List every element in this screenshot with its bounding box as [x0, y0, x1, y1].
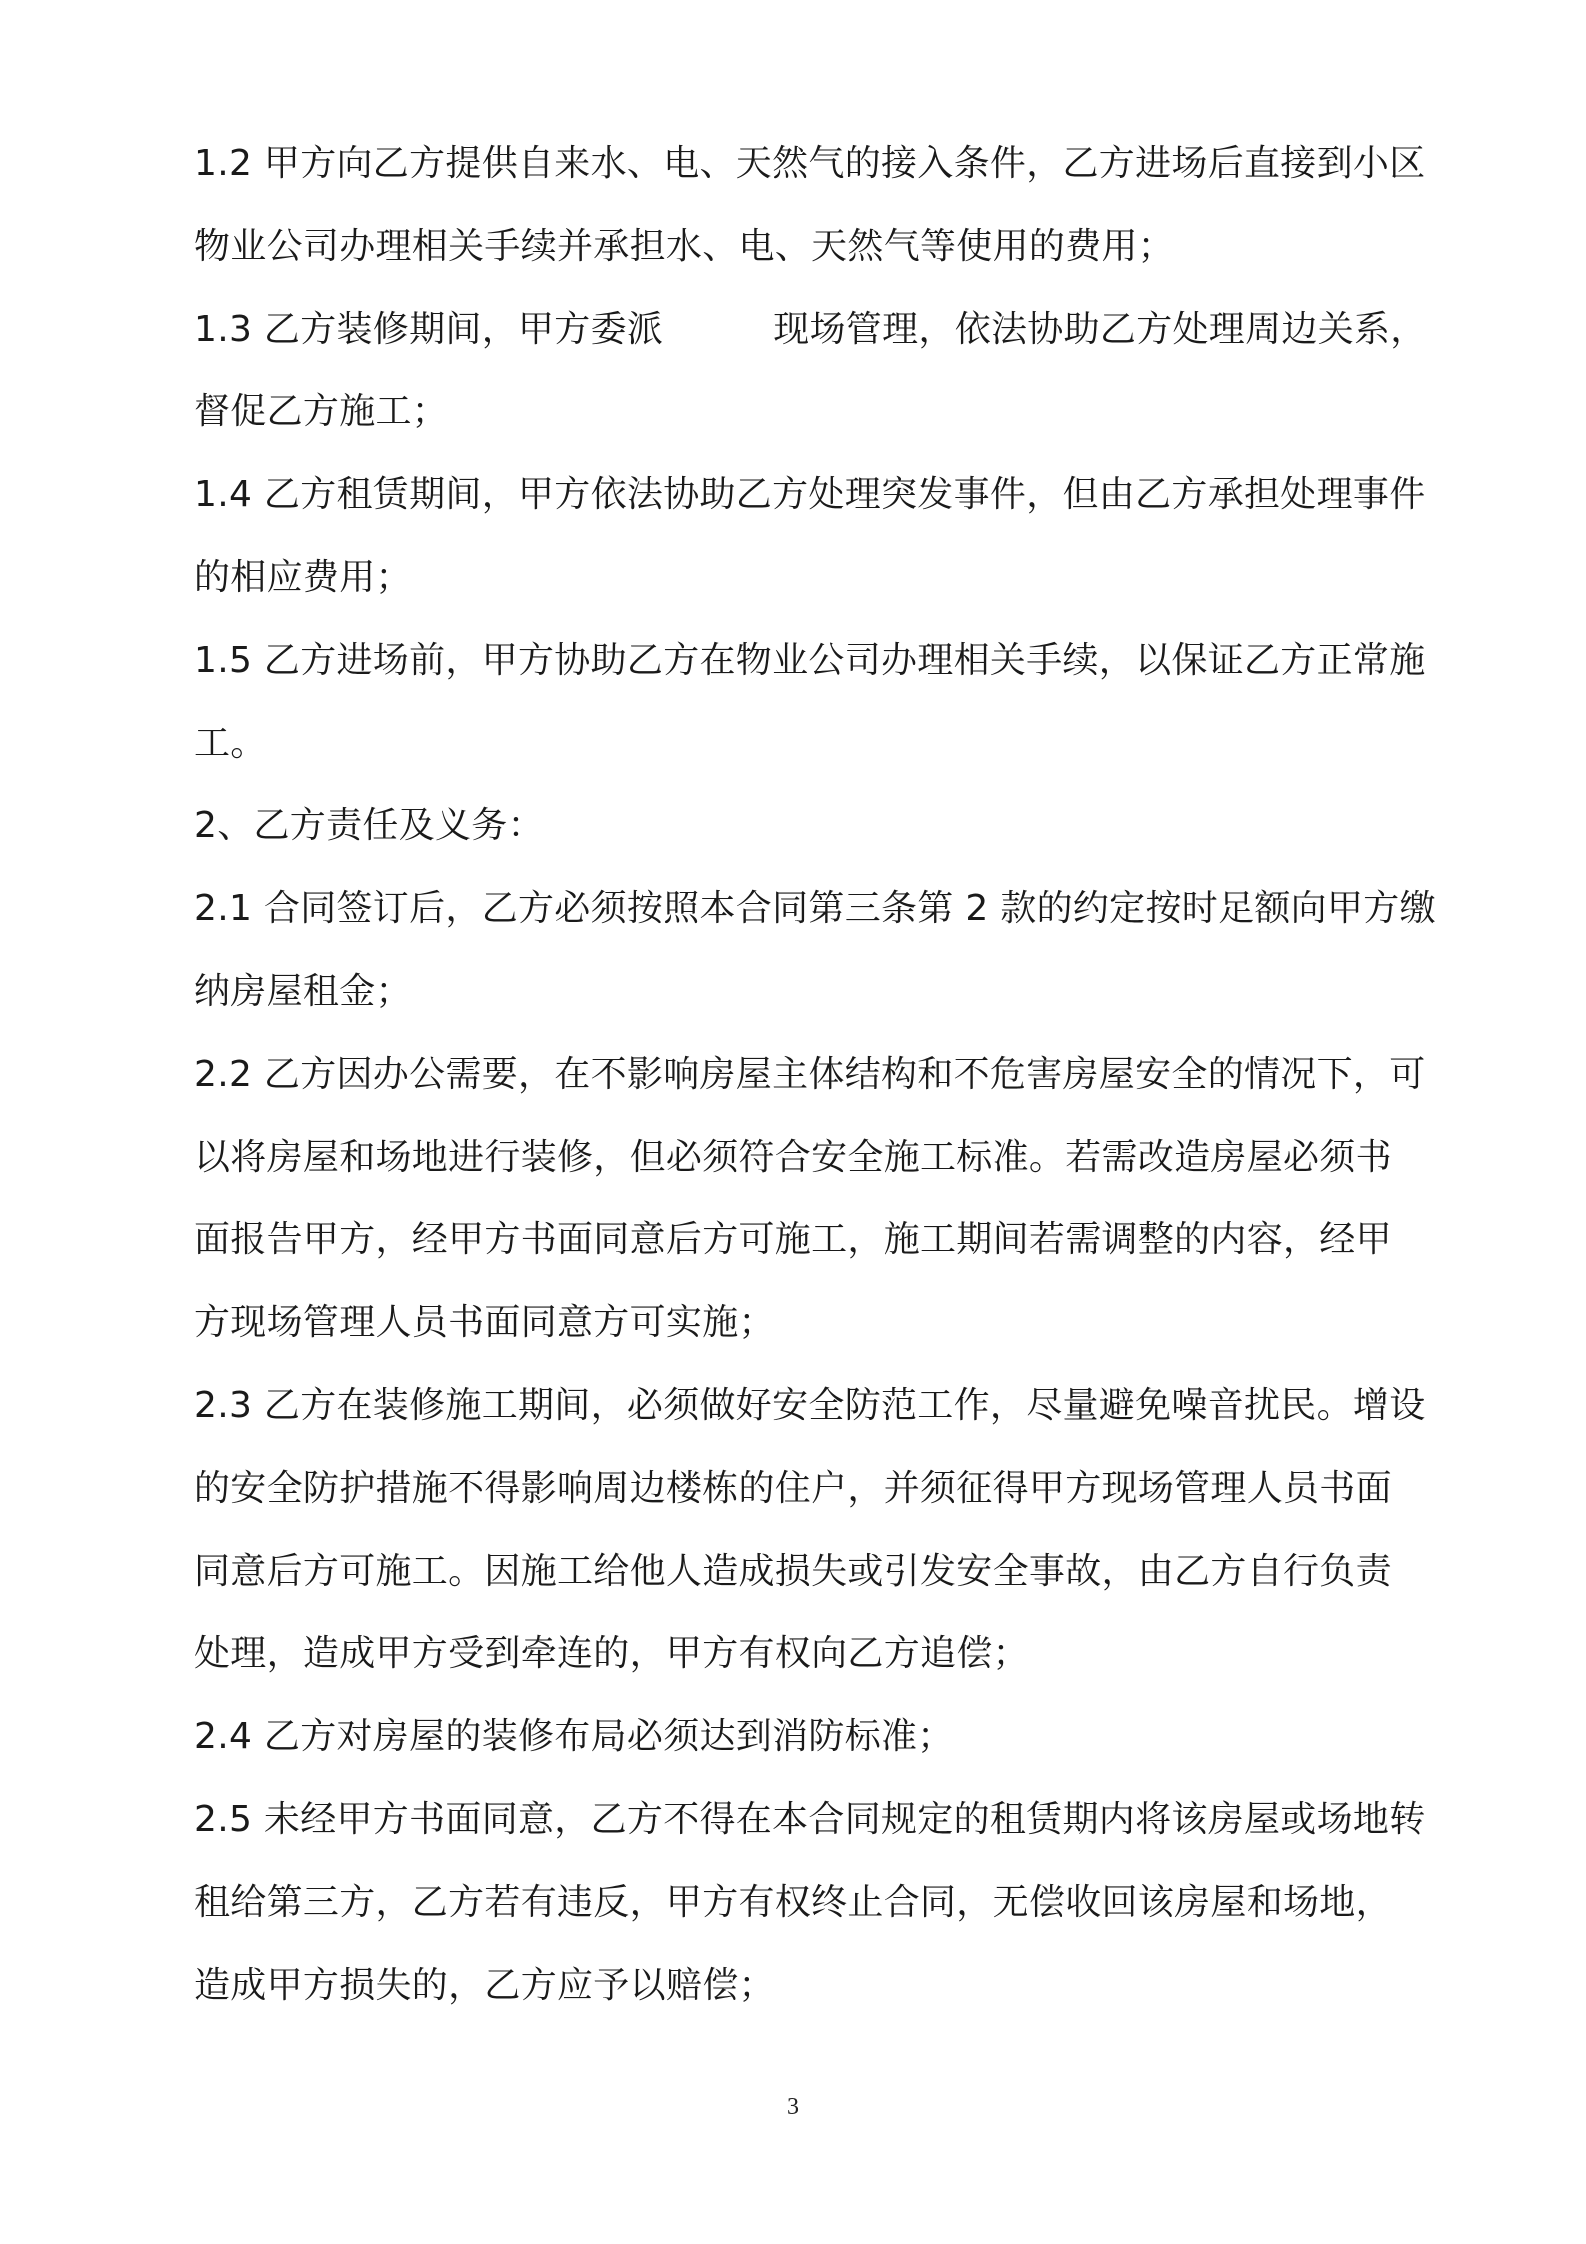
- text-line: 的相应费用；: [194, 556, 412, 598]
- text-line: 2.4 乙方对房屋的装修布局必须达到消防标准；: [194, 1716, 954, 1758]
- text-line: 1.2 甲方向乙方提供自来水、电、天然气的接入条件，乙方进场后直接到小区: [194, 143, 1426, 184]
- text-line: 面报告甲方，经甲方书面同意后方可施工，施工期间若需调整的内容，经甲: [194, 1219, 1392, 1261]
- text-line: 2.1 合同签订后，乙方必须按照本合同第三条第 2 款的约定按时足额向甲方缴: [194, 888, 1436, 930]
- text-line: 造成甲方损失的，乙方应予以赔偿；: [194, 1964, 775, 2006]
- text-line: 租给第三方，乙方若有违反，甲方有权终止合同，无偿收回该房屋和场地，: [194, 1881, 1392, 1923]
- text-line: 2.5 未经甲方书面同意，乙方不得在本合同规定的租赁期内将该房屋或场地转: [194, 1798, 1426, 1840]
- text-line-with-blank: [194, 289, 1444, 372]
- text-line: 以将房屋和场地进行装修，但必须符合安全施工标准。若需改造房屋必须书: [194, 1136, 1392, 1178]
- text-line: 方现场管理人员书面同意方可实施；: [194, 1302, 775, 1344]
- text-line: 同意后方可施工。因施工给他人造成损失或引发安全事故，由乙方自行负责: [194, 1550, 1392, 1592]
- text-line: 的安全防护措施不得影响周边楼栋的住户，并须征得甲方现场管理人员书面: [194, 1467, 1392, 1509]
- text-segment: 1.3 乙方装修期间，甲方委派: [194, 308, 664, 350]
- section-heading: 2、乙方责任及义务：: [194, 805, 544, 847]
- text-line: 工。: [194, 722, 267, 764]
- text-line: 1.5 乙方进场前，甲方协助乙方在物业公司办理相关手续，以保证乙方正常施: [194, 639, 1426, 681]
- document-body: [194, 123, 1444, 2027]
- text-segment: 现场管理，依法协助乙方处理周边关系，: [773, 308, 1427, 350]
- text-line: 物业公司办理相关手续并承担水、电、天然气等使用的费用；: [194, 225, 1175, 267]
- text-line: 2.3 乙方在装修施工期间，必须做好安全防范工作，尽量避免噪音扰民。增设: [194, 1384, 1426, 1426]
- text-line: 督促乙方施工；: [194, 391, 449, 433]
- page-number: 3: [787, 2094, 799, 2120]
- text-line: 1.4 乙方租赁期间，甲方依法协助乙方处理突发事件，但由乙方承担处理事件: [194, 474, 1426, 516]
- text-line: 2.2 乙方因办公需要，在不影响房屋主体结构和不危害房屋安全的情况下，可: [194, 1053, 1426, 1095]
- text-line: 处理，造成甲方受到牵连的，甲方有权向乙方追偿；: [194, 1633, 1029, 1675]
- text-line: 纳房屋租金；: [194, 970, 412, 1012]
